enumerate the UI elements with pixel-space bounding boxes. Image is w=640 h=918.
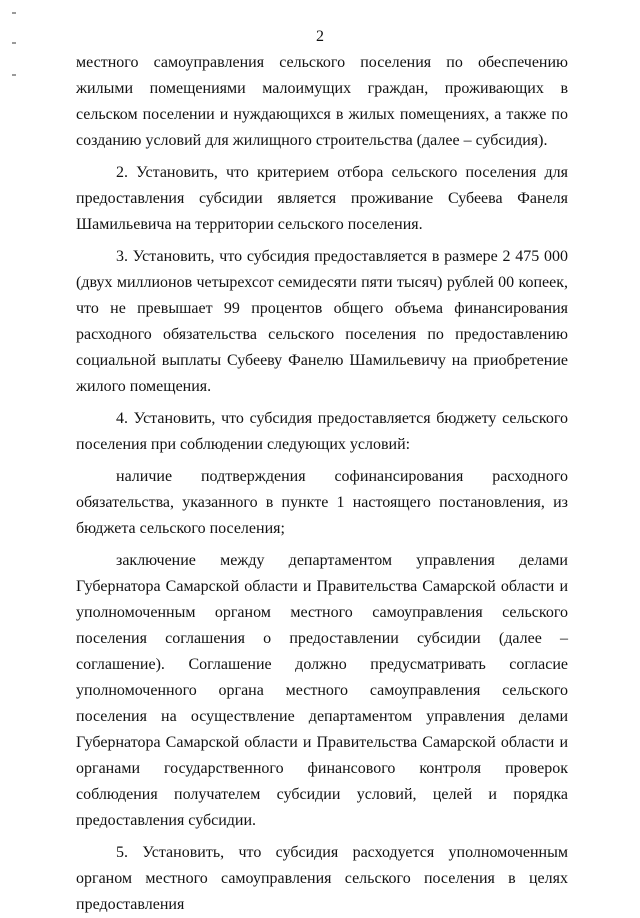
paragraph-3-subsidy-amount: 3. Установить, что субсидия предоставляется в размере 2 475 000 (двух миллионов четырехсот семидесяти пяти тысяч) рублей 00 копеек, что не превышает 99 процентов общего объема финансирования расходного обязательства сельского поселения по предоставлению социальной выплаты Субееву Фанелю Шамильевичу на приобретение жилого помещения. [76, 248, 568, 395]
paragraph-5-subsidy-use: 5. Установить, что субсидия расходуется уполномоченным органом местного самоуправления сельского поселения в целях предоставления [76, 844, 568, 913]
margin-mark [12, 74, 16, 76]
paragraph-4-conditions: 4. Установить, что субсидия предоставляется бюджету сельского поселения при соблюдении следующих условий: [76, 410, 568, 453]
condition-cofinancing: наличие подтверждения софинансирования расходного обязательства, указанного в пункте 1 настоящего постановления, из бюджета сельского поселения; [76, 468, 568, 537]
document-body [76, 50, 568, 918]
condition-agreement: заключение между департаментом управления делами Губернатора Самарской области и Правительства Самарской области и уполномоченным органом местного самоуправления сельского поселения соглашения о предоставлении субсидии (далее – соглашение). Соглашение должно предусматривать согласие уполномоченного органа местного самоуправления сельского поселения на осуществление департаментом управления делами Губернатора Самарской области и Правительства Самарской области и органами государственного финансового контроля проверок соблюдения получателем субсидии условий, целей и порядка предоставления субсидии. [76, 552, 568, 829]
page-number: 2 [316, 28, 324, 45]
paragraph-subsidy-purpose: местного самоуправления сельского поселения по обеспечению жилыми помещениями малоимущих граждан, проживающих в сельском поселении и нуждающихся в жилых помещениях, а также по созданию условий для жилищного строительства (далее – субсидия). [76, 54, 568, 149]
paragraph-2-selection-criterion: 2. Установить, что критерием отбора сельского поселения для предоставления субсидии является проживание Субеева Фанеля Шамильевича на территории сельского поселения. [76, 164, 568, 233]
margin-mark [12, 12, 16, 14]
